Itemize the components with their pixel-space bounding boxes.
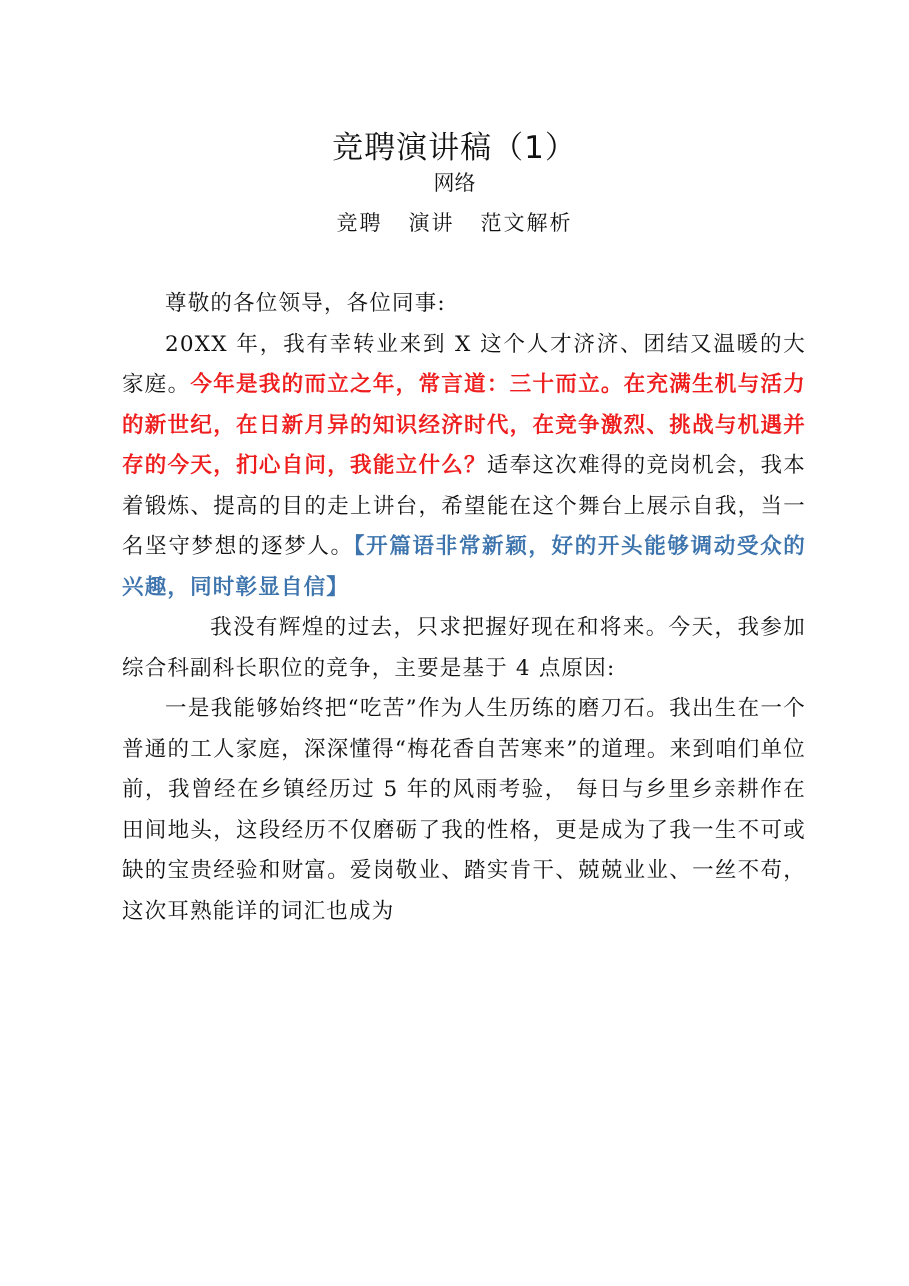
highlighted-text: 今年是我的而立之年，常言道：三十而立。在充满生机与活力的新世纪，在日新月异的知识经济时代，在竞争激烈、挑战与机遇并存的今天，扪心自问，我能立什么？ xyxy=(122,372,807,478)
keyword-tag: 演讲 xyxy=(408,211,455,235)
keyword-tags xyxy=(0,206,909,240)
document-title: 竞聘演讲稿（1） xyxy=(332,130,577,166)
speech-body xyxy=(122,284,806,932)
document-author: 网络 xyxy=(433,171,476,195)
opening-paragraph xyxy=(122,325,806,609)
commentary-note: 【开篇语非常新颖，好的开头能够调动受众的兴趣，同时彰显自信】 xyxy=(122,534,806,600)
greeting-paragraph: 尊敬的各位领导，各位同事: xyxy=(165,291,446,316)
opening-text-continued: 适奉这次难得的竞岗机会，我本着锻炼、提高的目的走上讲台，希望能在这个舞台上展示自我，当一名坚守梦想的逐梦人。 xyxy=(122,453,806,559)
keyword-tag: 范文解析 xyxy=(480,211,573,235)
keyword-tag: 竞聘 xyxy=(336,211,383,235)
reason-one-paragraph: 一是我能够始终把“吃苦”作为人生历练的磨刀石。我出生在一个普通的工人家庭，深深懂得“梅花香自苦寒来”的道理。来到咱们单位前，我曾经在乡镇经历过 5 年的风雨考验， 每日与乡里乡亲耕作在田间地头，这段经历不仅磨砺了我的性格，更是成为了我一生不可或缺的宝贵经验和财富。爱岗敬业、踏实肯干、兢兢业业、一丝不苟，这次耳熟能详的词汇也成为 xyxy=(122,696,806,924)
reasons-intro-paragraph: 我没有辉煌的过去，只求把握好现在和将来。今天，我参加综合科副科长职位的竞争，主要是基于 4 点原因: xyxy=(122,615,806,681)
opening-text: 20XX 年，我有幸转业来到 X 这个人才济济、团结又温暖的大家庭。 xyxy=(122,331,806,397)
